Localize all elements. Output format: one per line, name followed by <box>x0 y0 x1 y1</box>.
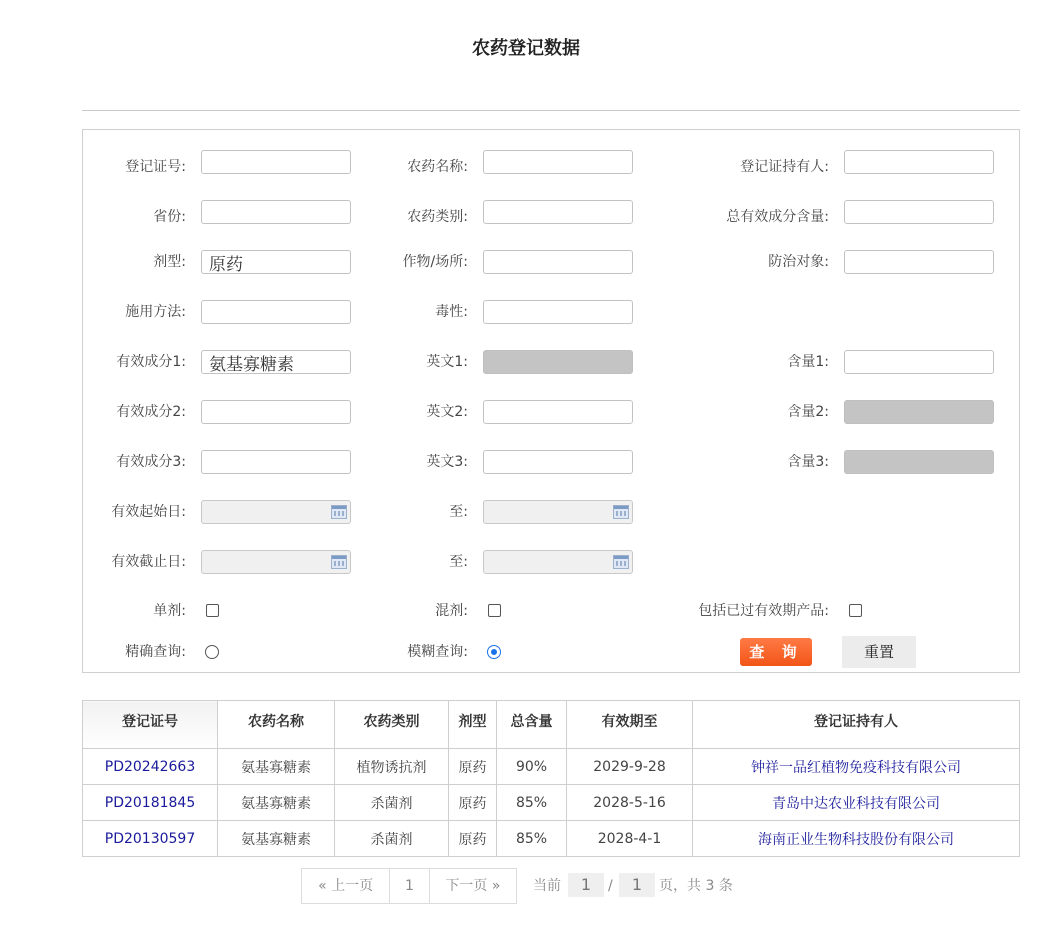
content2-label: 含量2: <box>787 404 829 420</box>
mixed-checkbox[interactable] <box>488 604 501 617</box>
include-expired-label: 包括已过有效期产品: <box>698 603 829 619</box>
calendar-icon[interactable] <box>613 555 629 569</box>
ingredient3-label: 有效成分3: <box>116 454 186 470</box>
fuzzy-search-radio[interactable] <box>487 645 501 659</box>
pagination <box>301 868 517 904</box>
english2-input[interactable] <box>483 400 633 424</box>
calendar-icon[interactable] <box>613 505 629 519</box>
english2-label: 英文2: <box>426 404 468 420</box>
content3-label: 含量3: <box>787 454 829 470</box>
crop-site-input[interactable] <box>483 250 633 274</box>
valid-start-to-date[interactable] <box>483 500 633 524</box>
table-cell: 2028-5-16 <box>567 785 693 821</box>
title-divider <box>82 110 1020 111</box>
query-button[interactable]: 查 询 <box>740 638 812 666</box>
holder-link[interactable]: 海南正业生物科技股份有限公司 <box>758 831 954 848</box>
column-header-category: 农药类别 <box>335 701 449 749</box>
current-page-input[interactable]: 1 <box>568 873 604 897</box>
toxicity-input[interactable] <box>483 300 633 324</box>
page-number-button[interactable]: 1 <box>389 869 429 903</box>
table-cell: 85% <box>497 821 567 857</box>
single-checkbox[interactable] <box>206 604 219 617</box>
method-label: 施用方法: <box>125 304 186 320</box>
target-input[interactable] <box>844 250 994 274</box>
category-input[interactable] <box>483 200 633 224</box>
column-header-name: 农药名称 <box>218 701 335 749</box>
valid-end-label: 有效截止日: <box>111 554 186 570</box>
table-cell: 90% <box>497 749 567 785</box>
exact-search-label: 精确查询: <box>125 644 186 660</box>
table-cell: 原药 <box>449 749 497 785</box>
content3-input[interactable] <box>844 450 994 474</box>
table-row <box>83 785 1020 821</box>
toxicity-label: 毒性: <box>435 304 468 320</box>
pesticide-name-input[interactable] <box>483 150 633 174</box>
formulation-label: 剂型: <box>153 254 186 270</box>
target-label: 防治对象: <box>768 254 829 270</box>
valid-start-to-label: 至: <box>449 504 468 520</box>
table-cell: 85% <box>497 785 567 821</box>
current-page-label: 当前 <box>533 878 561 894</box>
table-cell: 2029-9-28 <box>567 749 693 785</box>
pagination-summary: 页，共 3 条 <box>659 878 733 894</box>
mixed-label: 混剂: <box>435 603 468 619</box>
reg-no-label: 登记证号: <box>125 159 186 175</box>
next-page-button[interactable]: 下一页 » <box>429 869 516 903</box>
single-label: 单剂: <box>153 603 186 619</box>
english3-label: 英文3: <box>426 454 468 470</box>
ingredient2-label: 有效成分2: <box>116 404 186 420</box>
column-header-holder: 登记证持有人 <box>693 701 1020 749</box>
table-cell: 2028-4-1 <box>567 821 693 857</box>
holder-input[interactable] <box>844 150 994 174</box>
table-header-row <box>83 701 1020 749</box>
table-row <box>83 749 1020 785</box>
column-header-reg-no[interactable]: 登记证号 <box>83 701 218 749</box>
page-separator: / <box>608 878 613 894</box>
column-header-formulation: 剂型 <box>449 701 497 749</box>
pesticide-name-label: 农药名称: <box>407 159 468 175</box>
content1-input[interactable] <box>844 350 994 374</box>
column-header-valid-until: 有效期至 <box>567 701 693 749</box>
column-header-total-content: 总含量 <box>497 701 567 749</box>
total-content-input[interactable] <box>844 200 994 224</box>
table-cell: 氨基寡糖素 <box>218 785 335 821</box>
include-expired-checkbox[interactable] <box>849 604 862 617</box>
ingredient1-label: 有效成分1: <box>116 354 186 370</box>
holder-link[interactable]: 青岛中达农业科技有限公司 <box>772 795 940 812</box>
table-row <box>83 821 1020 857</box>
reset-button[interactable]: 重置 <box>842 636 916 668</box>
table-cell: 氨基寡糖素 <box>218 749 335 785</box>
content2-input[interactable] <box>844 400 994 424</box>
table-cell: 原药 <box>449 821 497 857</box>
valid-end-to-label: 至: <box>449 554 468 570</box>
exact-search-radio[interactable] <box>205 645 219 659</box>
table-cell: 杀菌剂 <box>335 785 449 821</box>
category-label: 农药类别: <box>407 209 468 225</box>
table-cell: 氨基寡糖素 <box>218 821 335 857</box>
english1-input[interactable] <box>483 350 633 374</box>
holder-link[interactable]: 钟祥一品红植物免疫科技有限公司 <box>751 759 961 776</box>
table-cell: 植物诱抗剂 <box>335 749 449 785</box>
content1-label: 含量1: <box>787 354 829 370</box>
table-cell: 杀菌剂 <box>335 821 449 857</box>
reg-no-link[interactable]: PD20130597 <box>104 830 196 847</box>
reg-no-link[interactable]: PD20181845 <box>104 794 196 811</box>
english1-label: 英文1: <box>426 354 468 370</box>
crop-site-label: 作物/场所: <box>402 254 468 270</box>
reg-no-link[interactable]: PD20242663 <box>104 758 196 775</box>
results-table <box>82 700 1020 857</box>
prev-page-button[interactable]: « 上一页 <box>318 878 374 894</box>
valid-end-to-date[interactable] <box>483 550 633 574</box>
fuzzy-search-label: 模糊查询: <box>407 644 468 660</box>
holder-label: 登记证持有人: <box>740 159 829 175</box>
province-label: 省份: <box>153 209 186 225</box>
total-pages-value: 1 <box>619 873 655 897</box>
table-cell: 原药 <box>449 785 497 821</box>
page-title: 农药登记数据 <box>472 38 580 59</box>
total-content-label: 总有效成分含量: <box>726 209 829 225</box>
valid-start-label: 有效起始日: <box>111 504 186 520</box>
english3-input[interactable] <box>483 450 633 474</box>
